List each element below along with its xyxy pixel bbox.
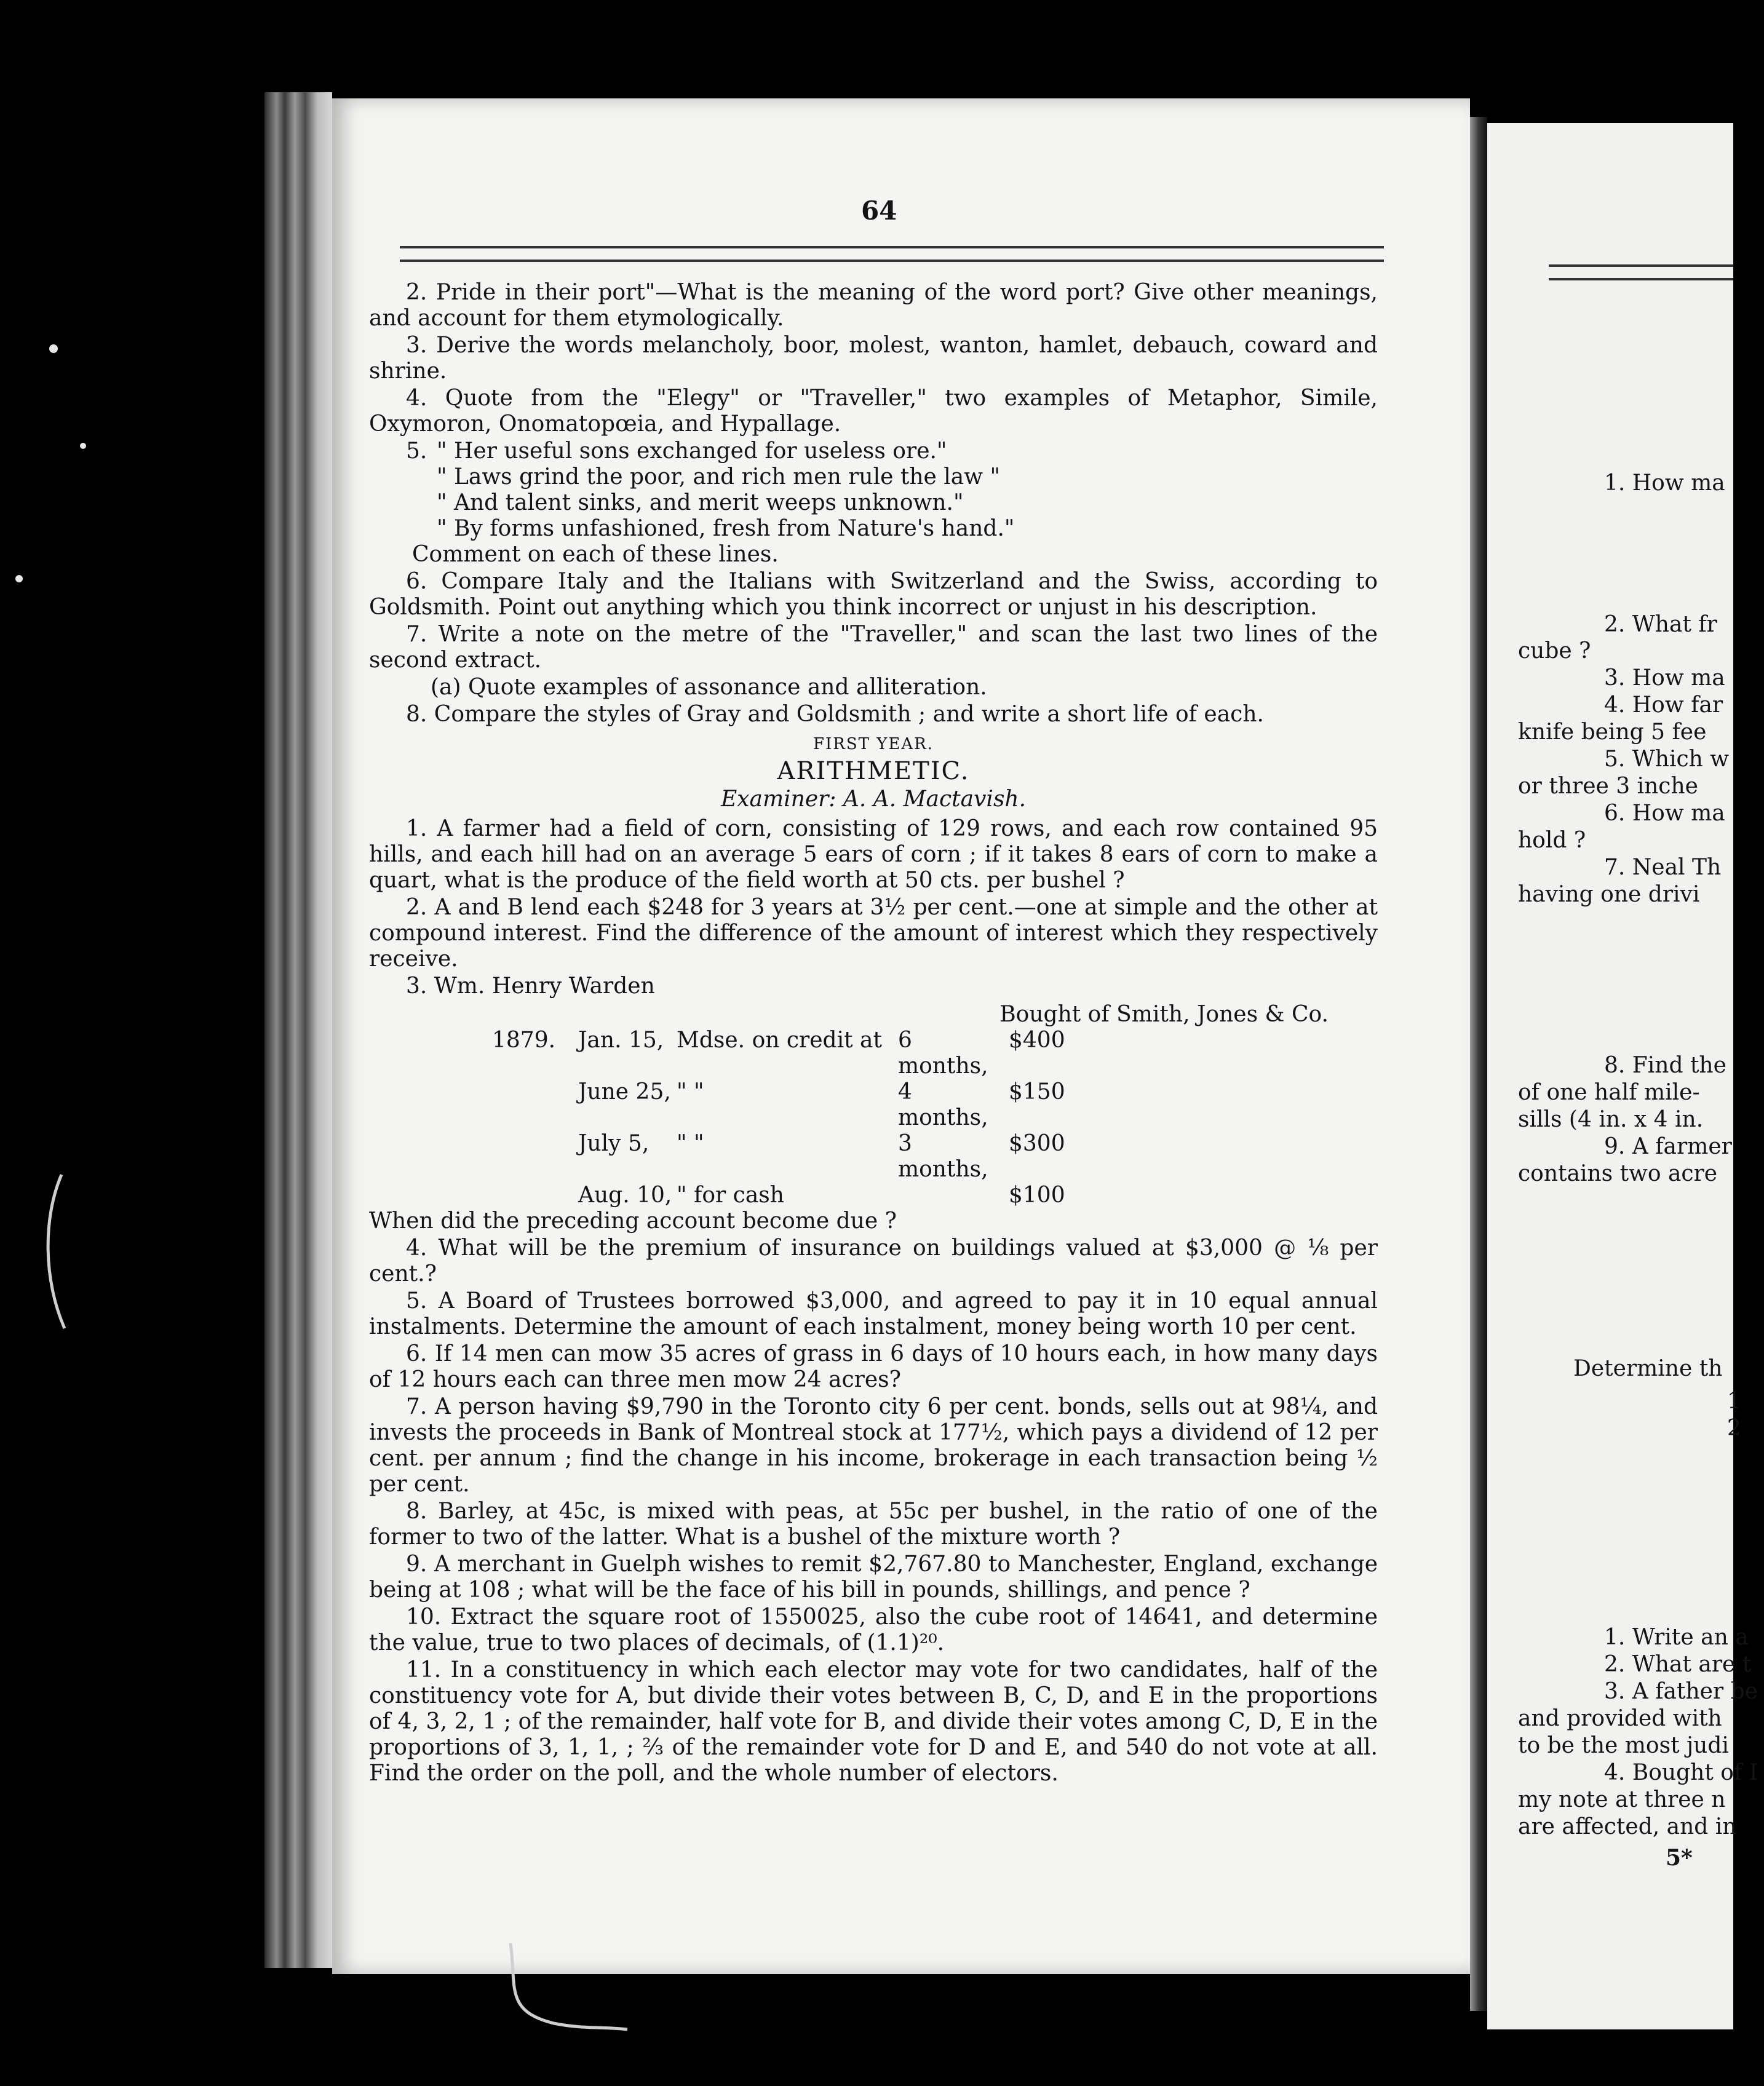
question-7a: (a) Quote examples of assonance and alliteration. xyxy=(431,675,987,700)
right-fragment: to be the most judi xyxy=(1518,1733,1729,1758)
question-5-comment: Comment on each of these lines. xyxy=(412,542,779,567)
right-fragment: 2. What fr xyxy=(1604,612,1717,637)
right-fragment: having one drivi xyxy=(1518,882,1700,907)
right-fragment: 1. How ma xyxy=(1604,470,1725,496)
arith-question-5: 5. A Board of Trustees borrowed $3,000, and agreed to pay it in 10 equal annual instalments. Determine the amount of each instalment, money being worth 10 per cent. xyxy=(369,1288,1378,1339)
account-cell: $150 xyxy=(1009,1079,1065,1104)
scan-hair-artifact xyxy=(480,1937,640,2036)
right-fragment: Determine th xyxy=(1573,1356,1723,1381)
section-year: FIRST YEAR. xyxy=(812,735,934,753)
right-fragment: my note at three n xyxy=(1518,1787,1726,1812)
arith-question-4: 4. What will be the premium of insurance on buildings valued at $3,000 @ ⅛ per cent.? xyxy=(369,1235,1378,1287)
account-cell: Jan. 15, xyxy=(578,1028,664,1053)
account-cell xyxy=(492,1079,578,1131)
account-table xyxy=(492,1028,1378,1208)
account-cell: 4 months, xyxy=(898,1079,988,1130)
account-cell: 6 months, xyxy=(898,1028,988,1079)
examiner-line: Examiner: A. A. Mactavish. xyxy=(720,787,1027,812)
account-cell: Aug. 10, xyxy=(578,1183,672,1208)
account-cell: " " xyxy=(677,1131,704,1156)
right-header-rule xyxy=(1549,264,1733,280)
arith-question-3: 3. Wm. Henry Warden xyxy=(406,974,655,999)
question-5-number: 5. xyxy=(406,438,427,464)
right-fragment: contains two acre xyxy=(1518,1161,1718,1186)
question-6: 6. Compare Italy and the Italians with Switzerland and the Swiss, according to Goldsmith. Point out anything which you think incorrect or unjust in his description. xyxy=(369,569,1378,620)
right-fragment: 5* xyxy=(1666,1845,1693,1871)
right-fragment: 5. Which w xyxy=(1604,747,1730,772)
account-cell: Mdse. on credit at xyxy=(677,1028,882,1053)
arith-question-9: 9. A merchant in Guelph wishes to remit $2,767.80 to Manchester, England, exchange being at 108 ; what will be the face of his bill in pounds, shillings, and pence ? xyxy=(369,1552,1378,1603)
quoted-lines xyxy=(437,438,1378,542)
quote-line: " Laws grind the poor, and rich men rule the law " xyxy=(437,464,1001,490)
arith-question-10: 10. Extract the square root of 1550025, also the cube root of 14641, and determine the value, true to two places of decimals, of (1.1)²⁰. xyxy=(369,1604,1378,1656)
arith-question-7: 7. A person having $9,790 in the Toronto city 6 per cent. bonds, sells out at 98¼, and invests the proceeds in Bank of Montreal stock at 177½, which pays a dividend of 12 per cent. per annum ; find the change in his income, brokerage in each transaction being ½ per cent. xyxy=(369,1394,1378,1497)
right-fragment: 2. What are t xyxy=(1604,1652,1752,1677)
account-cell: $400 xyxy=(1009,1028,1065,1053)
arith-question-2: 2. A and B lend each $248 for 3 years at 3½ per cent.—one at simple and the other at compound interest. Find the difference of the amount of interest which they respectively receive. xyxy=(369,895,1378,972)
arith-question-8: 8. Barley, at 45c, is mixed with peas, at 55c per bushel, in the ratio of one of the former to two of the latter. What is a bushel of the mixture worth ? xyxy=(369,1499,1378,1550)
question-8: 8. Compare the styles of Gray and Goldsmith ; and write a short life of each. xyxy=(406,702,1264,727)
right-fragment: 3. How ma xyxy=(1604,665,1725,691)
right-fragment: cube ? xyxy=(1518,638,1591,664)
right-fragment: 8. Find the xyxy=(1604,1053,1726,1078)
right-fragment: or three 3 inche xyxy=(1518,774,1698,799)
scan-speck xyxy=(49,344,58,353)
scan-speck xyxy=(15,575,23,582)
right-fragment: sills (4 in. x 4 in. xyxy=(1518,1107,1704,1132)
right-fragment: 1. Write an a xyxy=(1604,1625,1749,1650)
question-2: 2. Pride in their port"—What is the meaning of the word port? Give other meanings, and account for them etymologically. xyxy=(369,280,1378,331)
account-cell: $100 xyxy=(1009,1183,1065,1208)
account-cell xyxy=(492,1131,578,1183)
page-gutter xyxy=(1470,117,1487,2011)
right-fragment: 2 xyxy=(1727,1416,1741,1441)
account-cell: " " xyxy=(677,1079,704,1104)
section-title: ARITHMETIC. xyxy=(777,757,970,785)
arith-question-6: 6. If 14 men can mow 35 acres of grass in 6 days of 10 hours each, in how many days of 12 hours each can three men mow 24 acres? xyxy=(369,1341,1378,1392)
account-cell xyxy=(898,1183,1009,1208)
quote-line: " Her useful sons exchanged for useless ore." xyxy=(437,438,947,464)
right-fragment: 1 xyxy=(1727,1389,1741,1414)
right-fragment: and provided with xyxy=(1518,1706,1722,1731)
account-cell: " for cash xyxy=(677,1183,784,1208)
right-fragment: 6. How ma xyxy=(1604,801,1725,826)
book-binding xyxy=(264,92,332,1968)
account-cell: 3 months, xyxy=(898,1131,988,1182)
account-cell: $300 xyxy=(1009,1131,1065,1156)
account-question: When did the preceding account become due ? xyxy=(369,1208,897,1234)
account-cell: June 25, xyxy=(578,1079,671,1104)
right-fragment: 7. Neal Th xyxy=(1604,855,1722,880)
right-fragment: 4. Bought of I xyxy=(1604,1760,1758,1785)
arith-question-11: 11. In a constituency in which each elector may vote for two candidates, half of the constituency vote for A, but divide their votes between B, C, D, and E in the proportions of 4, 3, 2, 1 ; of the remainder, half vote for B, and divide their votes among C, D, E in the proportions of 3, 1, 1, ; ⅔ of the remainder vote for D and E, and 540 do not vote at all. Find the order on the poll, and the whole number of electors. xyxy=(369,1657,1378,1786)
right-fragment: 9. A farmer xyxy=(1604,1134,1732,1159)
right-fragment: knife being 5 fee xyxy=(1518,720,1707,745)
right-page xyxy=(1487,123,1758,2029)
account-cell: 1879. xyxy=(492,1028,556,1053)
question-5 xyxy=(369,438,1378,568)
right-fragment: of one half mile- xyxy=(1518,1080,1700,1105)
page-number: 64 xyxy=(861,196,897,226)
right-fragment: 4. How far xyxy=(1604,692,1723,718)
quote-line: " By forms unfashioned, fresh from Nature's hand." xyxy=(437,516,1015,541)
question-7: 7. Write a note on the metre of the "Traveller," and scan the last two lines of the second extract. xyxy=(369,622,1378,673)
account-cell: July 5, xyxy=(578,1131,650,1156)
right-fragment: hold ? xyxy=(1518,828,1586,853)
account-cell xyxy=(492,1183,578,1208)
scan-hair-artifact xyxy=(37,1168,86,1341)
question-4: 4. Quote from the "Elegy" or "Traveller," two examples of Metaphor, Simile, Oxymoron, Onomatopœia, and Hypallage. xyxy=(369,386,1378,437)
quote-line: " And talent sinks, and merit weeps unknown." xyxy=(437,490,964,515)
account-header: Bought of Smith, Jones & Co. xyxy=(999,1002,1329,1027)
right-fragment: are affected, and in xyxy=(1518,1814,1737,1839)
scan-speck xyxy=(80,443,86,449)
question-3: 3. Derive the words melancholy, boor, molest, wanton, hamlet, debauch, coward and shrine. xyxy=(369,333,1378,384)
header-rule xyxy=(400,246,1384,262)
arith-question-1: 1. A farmer had a field of corn, consisting of 129 rows, and each row contained 95 hills, and each hill had on an average 5 ears of corn ; if it takes 8 ears of corn to make a quart, what is the produce of the field worth at 50 cts. per bushel ? xyxy=(369,816,1378,893)
right-fragment: 3. A father be xyxy=(1604,1679,1758,1704)
page-body xyxy=(369,280,1378,1788)
